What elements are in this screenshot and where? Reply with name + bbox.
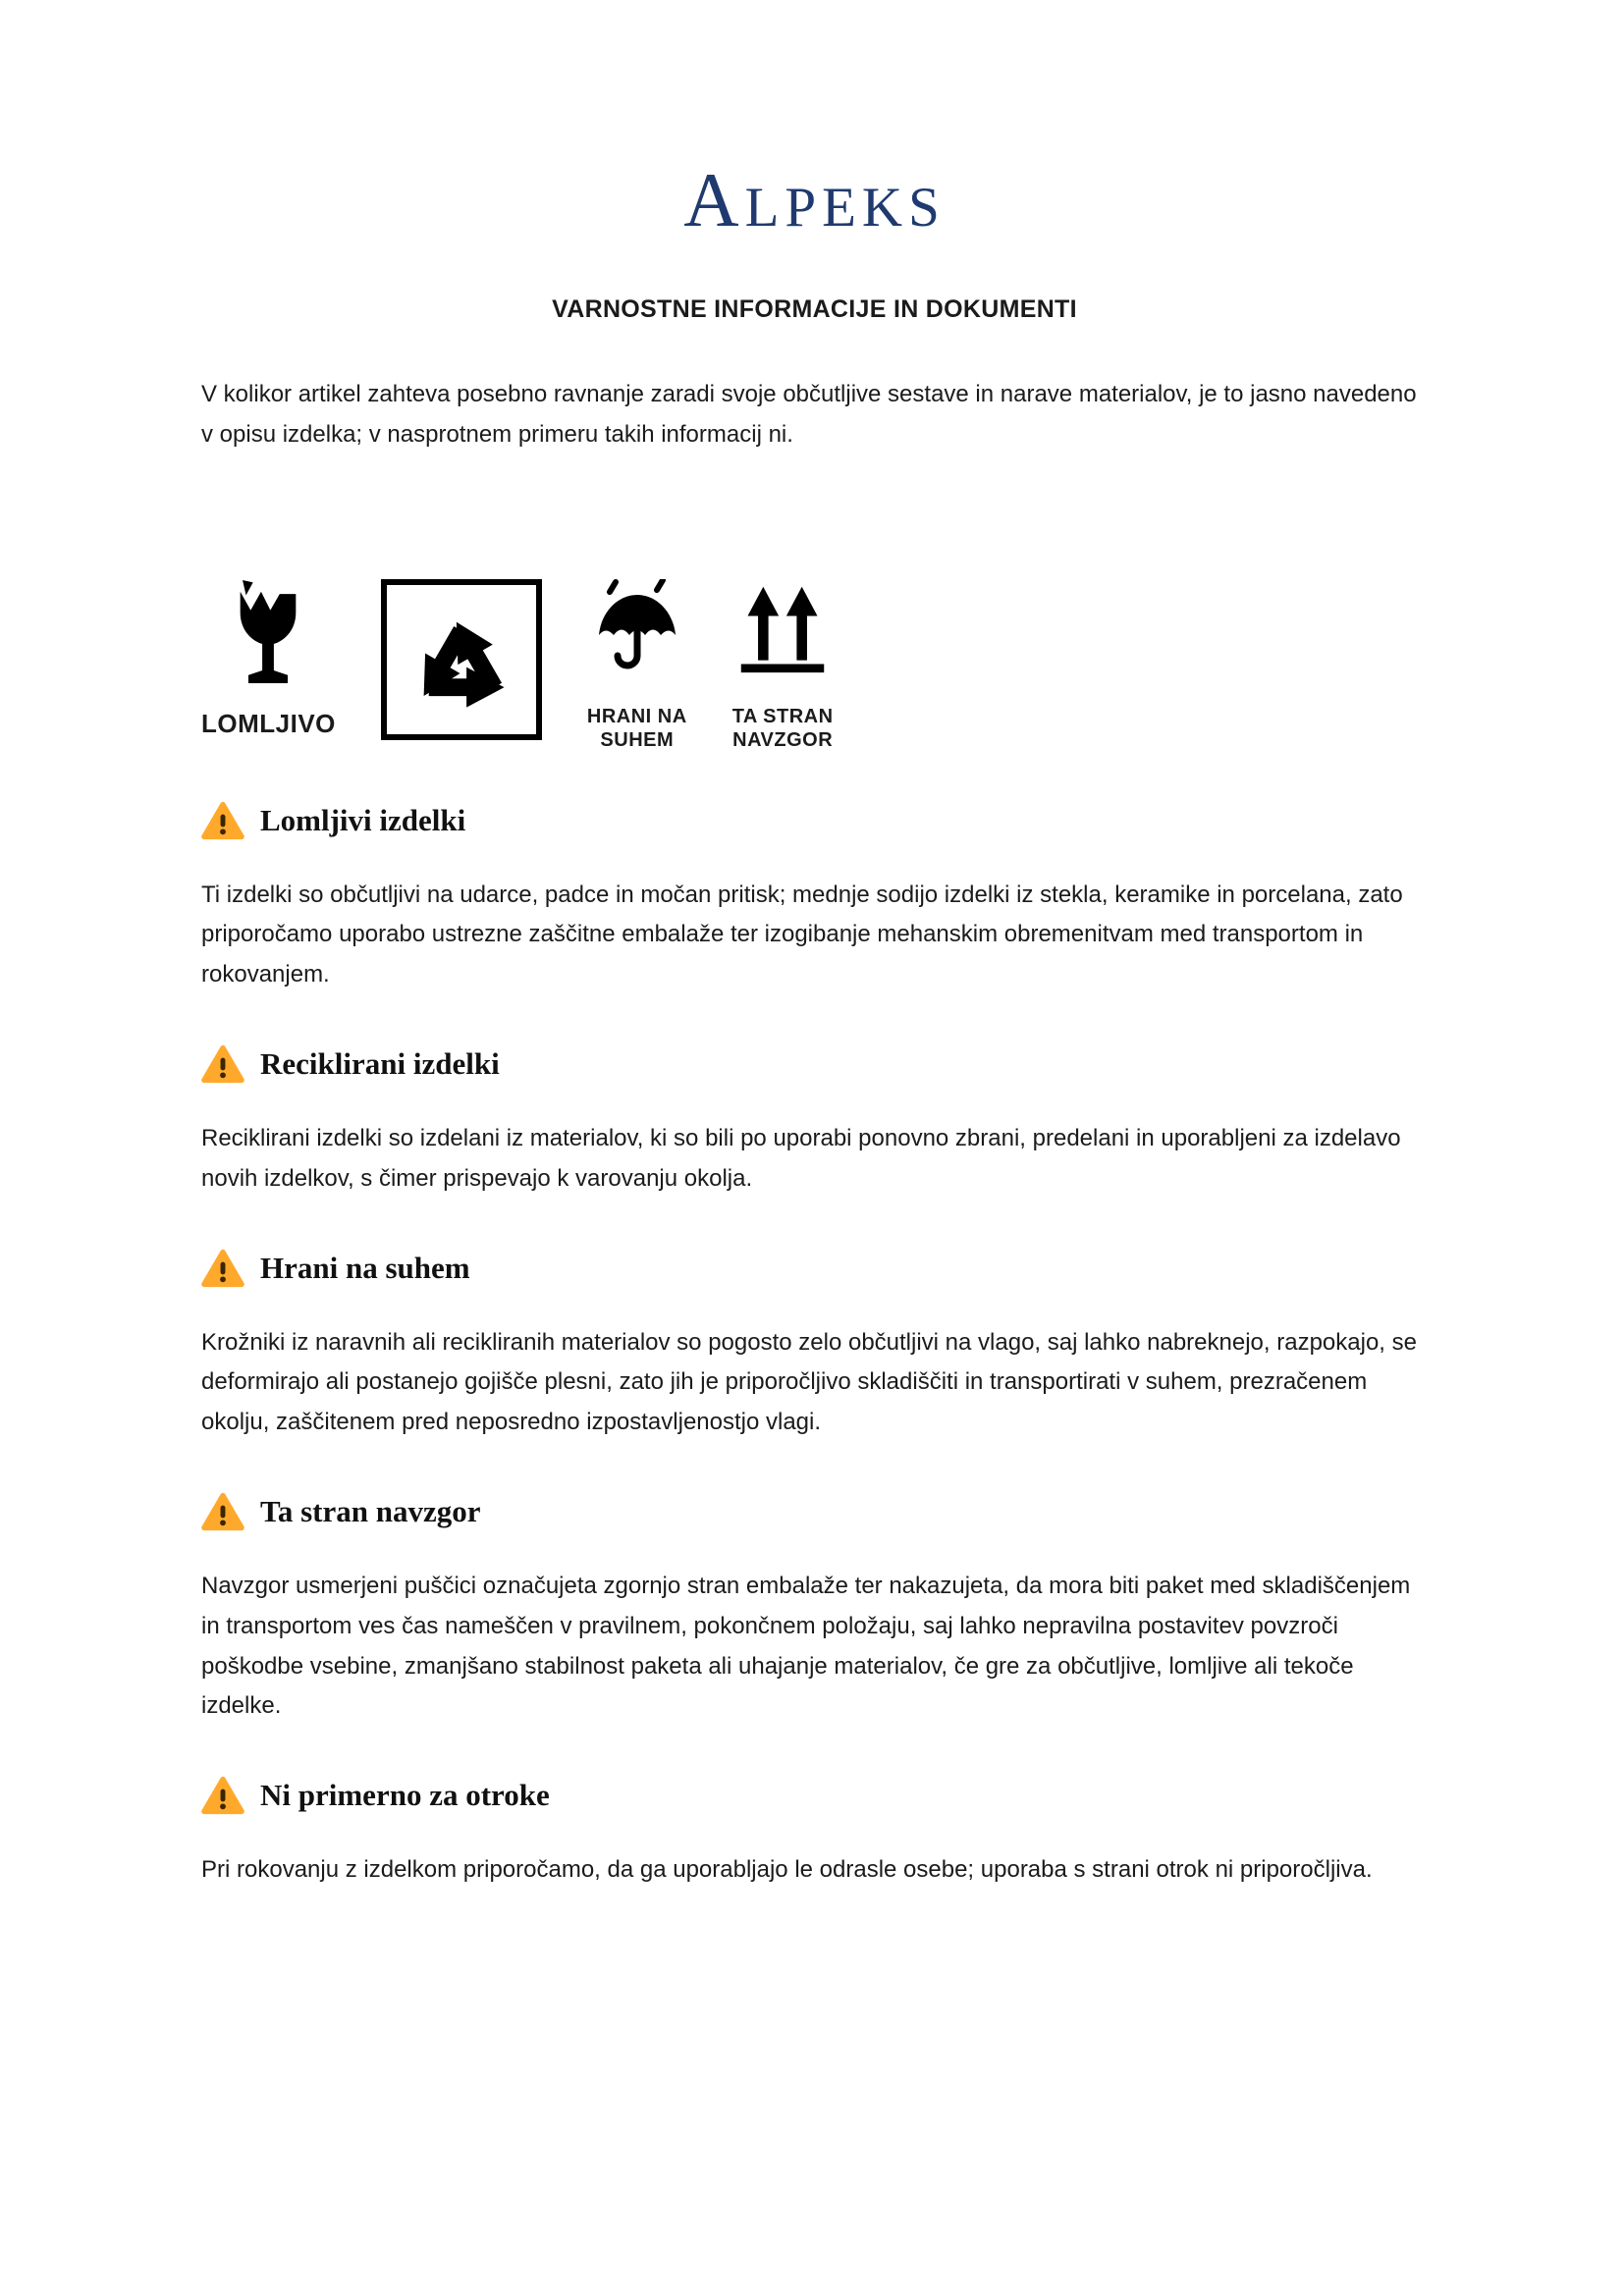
symbol-recycle — [381, 579, 542, 740]
symbol-this-way-up — [732, 579, 834, 752]
this-way-up-arrows-icon — [735, 579, 830, 677]
recycling-icon — [399, 597, 524, 722]
section-title: Reciklirani izdelki — [260, 1045, 500, 1081]
section-fragile-products — [201, 801, 1428, 995]
logo-first-letter: A — [683, 157, 745, 242]
page-title: VARNOSTNE INFORMACIJE IN DOKUMENTI — [552, 295, 1077, 323]
section-heading — [201, 1492, 1428, 1531]
fragile-glass-icon — [210, 579, 326, 697]
packaging-symbols-row — [201, 579, 1428, 752]
company-logo — [201, 157, 1428, 242]
section-title: Ni primerno za otroke — [260, 1778, 550, 1813]
logo-rest-letters: LPEKS — [744, 177, 946, 239]
warning-icon — [201, 1776, 244, 1815]
warning-icon — [201, 1249, 244, 1288]
section-body: Reciklirani izdelki so izdelani iz materialov, ki so bili po uporabi ponovno zbrani, predelani in uporabljeni za izdelavo novih izdelkov, s čimer prispevajo k varovanju okolja. — [201, 1124, 1401, 1192]
section-body: Ti izdelki so občutljivi na udarce, padce in močan pritisk; mednje sodijo izdelki iz stekla, keramike in porcelana, zato priporočamo uporabo ustrezne zaščitne embalaže ter izogibanje mehanskim obremenitvam med transportom in rokovanjem. — [201, 881, 1403, 988]
intro-paragraph: V kolikor artikel zahteva posebno ravnanje zaradi svoje občutljive sestave in narave materialov, je to jasno navedeno v opisu izdelka; v nasprotnem primeru takih informacij ni. — [201, 381, 1417, 448]
section-keep-dry — [201, 1249, 1428, 1443]
keep-dry-umbrella-icon — [588, 579, 686, 677]
warning-icon — [201, 1044, 244, 1084]
warning-icon — [201, 801, 244, 840]
fragile-label: LOMLJIVO — [201, 708, 336, 738]
warning-icon — [201, 1492, 244, 1531]
symbol-fragile — [201, 579, 336, 739]
section-body: Navzgor usmerjeni puščici označujeta zgornjo stran embalaže ter nakazujeta, da mora biti paket med skladiščenjem in transportom ves čas nameščen v pravilnem, pokončnem položaju, saj lahko nepravilna postavitev povzroči poškodbe vsebine, zmanjšano stabilnost paketa ali uhajanje materialov, če gre za občutljive, lomljive ali tekoče izdelke. — [201, 1572, 1411, 1720]
section-this-way-up — [201, 1492, 1428, 1727]
this-way-up-label: TA STRAN NAVZGOR — [731, 705, 834, 751]
section-title: Ta stran navzgor — [260, 1493, 481, 1528]
section-heading — [201, 1249, 1428, 1288]
section-body: Krožniki iz naravnih ali recikliranih materialov so pogosto zelo občutljivi na vlago, saj lahko nabreknejo, razpokajo, se deformirajo ali postanejo gojišče plesni, zato jih je priporočljivo skladiščiti in transportirati v suhem, prezračenem okolju, zaščitenem pred neposredno izpostavljenostjo vlagi. — [201, 1328, 1417, 1436]
section-heading — [201, 1776, 1428, 1815]
keep-dry-label: HRANI NA SUHEM — [586, 705, 687, 751]
section-body: Pri rokovanju z izdelkom priporočamo, da ga uporabljajo le odrasle osebe; uporaba s strani otrok ni priporočljiva. — [201, 1856, 1373, 1884]
section-not-for-children — [201, 1776, 1428, 1891]
section-title: Lomljivi izdelki — [260, 802, 466, 837]
section-heading — [201, 1044, 1428, 1084]
recycle-border-box — [381, 579, 542, 740]
section-heading — [201, 801, 1428, 840]
symbol-keep-dry — [587, 579, 687, 752]
section-title: Hrani na suhem — [260, 1250, 470, 1285]
section-recycled-products — [201, 1044, 1428, 1200]
